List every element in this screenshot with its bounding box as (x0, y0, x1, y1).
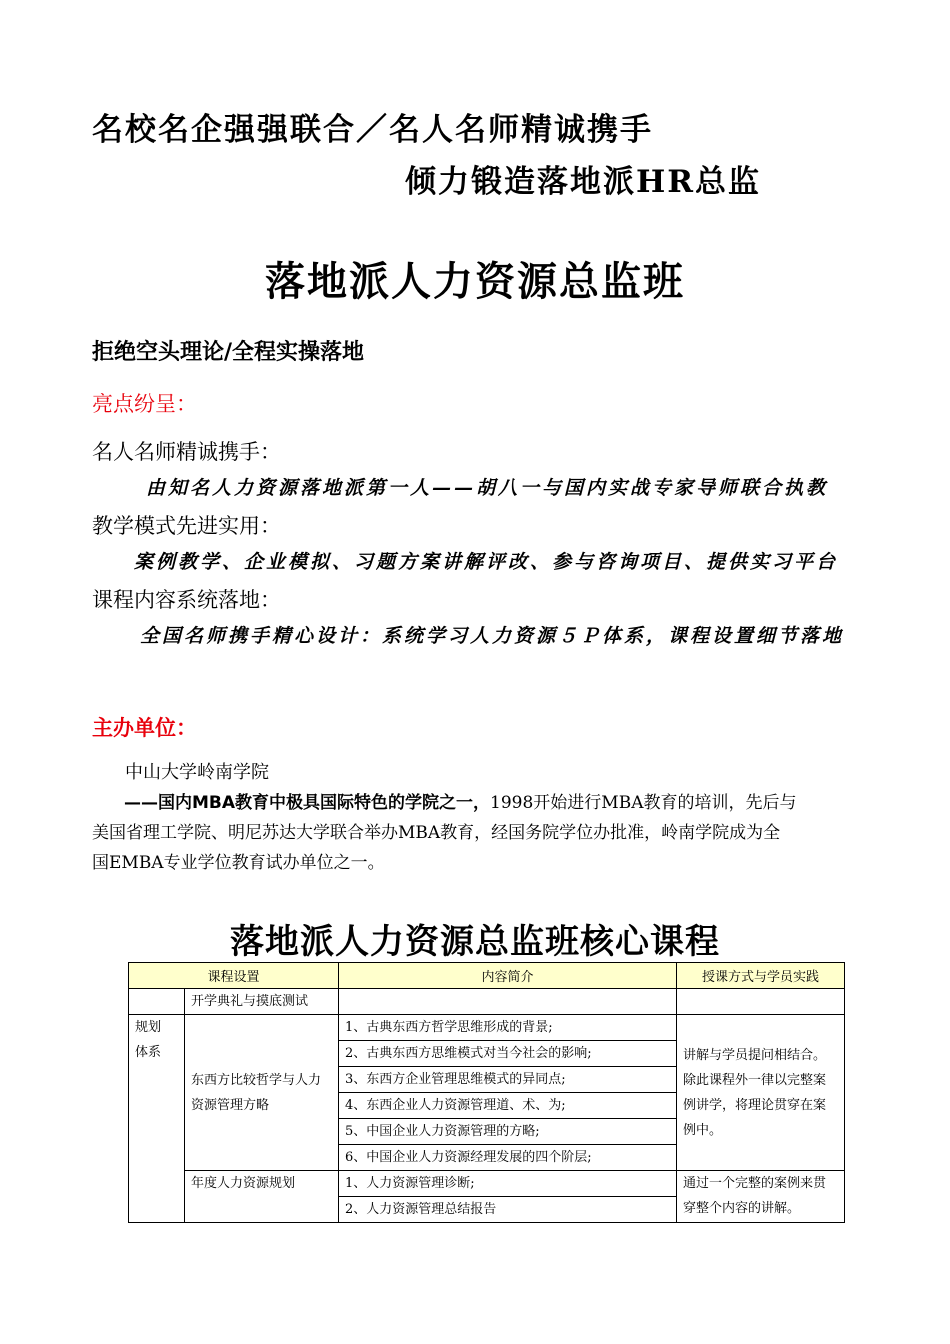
highlights-heading: 亮点纷呈： (92, 392, 197, 416)
course-table-title: 落地派人力资源总监班核心课程 (230, 922, 720, 962)
course-table (128, 962, 845, 1223)
organizer-lead: ——国内MBA教育中极具国际特色的学院之一， (124, 793, 491, 813)
headline-line-1: 名校名企强强联合／名人名师精诚携手 (92, 112, 653, 148)
highlight-desc-2: 案例教学、企业模拟、习题方案讲解评改、参与咨询项目、提供实习平台 (134, 551, 839, 573)
highlight-label-1: 名人名师精诚携手： (92, 440, 281, 464)
opening-cell: 开学典礼与摸底测试 (185, 989, 339, 1015)
header-course: 课程设置 (129, 963, 339, 989)
content-item: 2、人力资源管理总结报告 (339, 1197, 677, 1223)
organizer-text-3: 国EMBA专业学位教育试办单位之一。 (92, 853, 385, 873)
empty-cell (129, 989, 185, 1015)
organizer-name: 中山大学岭南学院 (125, 762, 269, 783)
table-header-row (129, 963, 845, 989)
empty-cell (339, 989, 677, 1015)
content-item: 4、东西企业人力资源管理道、术、为; (339, 1093, 677, 1119)
category-cell: 规划 体系 (129, 1015, 185, 1223)
highlight-label-2: 教学模式先进实用： (92, 514, 281, 538)
content-item: 1、古典东西方哲学思维形成的背景; (339, 1015, 677, 1041)
content-item: 1、人力资源管理诊断; (339, 1171, 677, 1197)
content-item: 2、古典东西方思维模式对当今社会的影响; (339, 1041, 677, 1067)
highlight-desc-1: 由知名人力资源落地派第一人——胡八一与国内实战专家导师联合执教 (146, 477, 829, 499)
organizer-text-1: 1998开始进行MBA教育的培训，先后与 (490, 793, 797, 813)
organizer-description (92, 788, 862, 878)
slogan: 拒绝空头理论/全程实操落地 (92, 340, 365, 365)
method-cell: 讲解与学员提问相结合。除此课程外一律以完整案例讲学，将理论贯穿在案例中。 (677, 1015, 845, 1171)
content-item: 6、中国企业人力资源经理发展的四个阶层; (339, 1145, 677, 1171)
module-name: 东西方比较哲学与人力资源管理方略 (185, 1015, 339, 1171)
empty-cell (677, 989, 845, 1015)
organizer-heading: 主办单位： (92, 716, 197, 740)
highlight-label-3: 课程内容系统落地： (92, 588, 281, 612)
table-row (129, 1015, 845, 1041)
header-method: 授课方式与学员实践 (677, 963, 845, 989)
method-cell: 通过一个完整的案例来贯穿整个内容的讲解。 (677, 1171, 845, 1223)
page-title: 落地派人力资源总监班 (265, 258, 685, 305)
content-item: 3、东西方企业管理思维模式的异同点; (339, 1067, 677, 1093)
module-name: 年度人力资源规划 (185, 1171, 339, 1223)
content-item: 5、中国企业人力资源管理的方略; (339, 1119, 677, 1145)
header-content: 内容简介 (339, 963, 677, 989)
organizer-text-2: 美国省理工学院、明尼苏达大学联合举办MBA教育，经国务院学位办批准，岭南学院成为全 (92, 823, 781, 843)
highlight-desc-3: 全国名师携手精心设计：系统学习人力资源５Ｐ体系，课程设置细节落地 (140, 625, 845, 647)
table-row (129, 989, 845, 1015)
headline-line-2: 倾力锻造落地派HR总监 (405, 164, 762, 200)
table-row (129, 1171, 845, 1197)
